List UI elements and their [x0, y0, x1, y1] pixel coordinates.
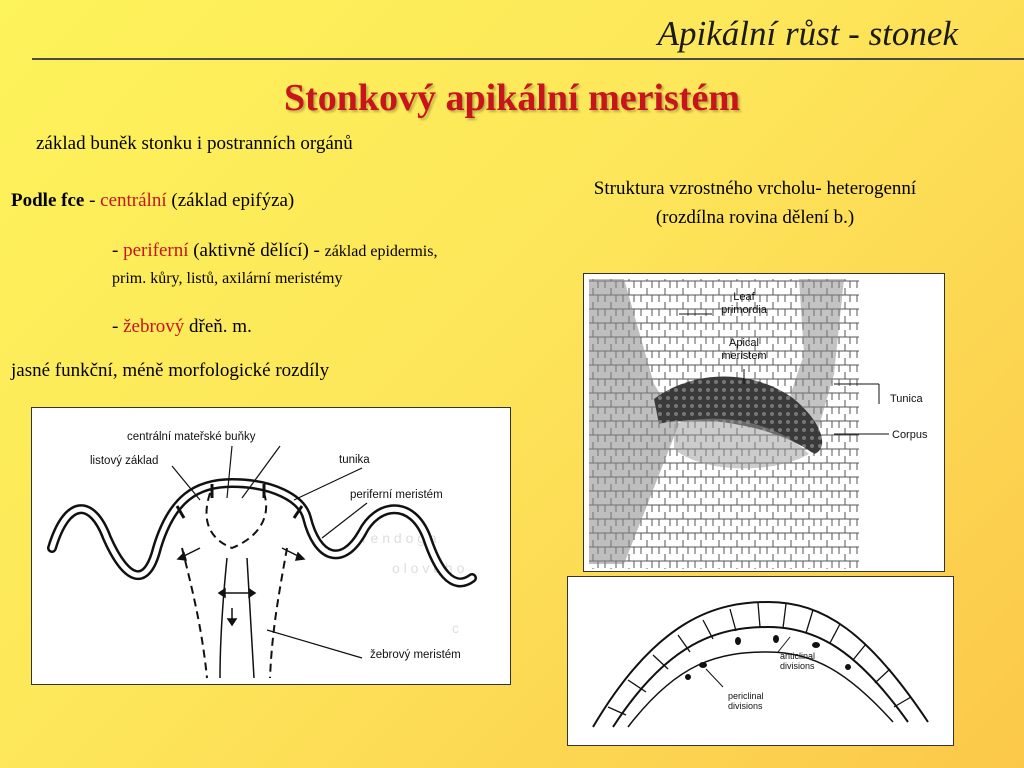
peripheral-term: periferní: [123, 240, 189, 261]
cell-divisions-diagram: [567, 576, 954, 746]
peripheral-detail-2: prim. kůry, listů, axilární meristémy: [112, 270, 343, 287]
label-central-cells: centrální mateřské buňky: [127, 431, 256, 443]
structure-caption: [515, 174, 995, 232]
slide-header-title: Apikální růst - stonek: [657, 14, 958, 53]
label-anticlinal-2: divisions: [780, 661, 815, 671]
function-dash: -: [84, 190, 101, 211]
label-leaf-primordia-1: Leaf: [733, 291, 755, 303]
svg-text:r e n d o g a: r e n d o g a: [362, 530, 437, 546]
rib-term: žebrový: [123, 316, 185, 337]
peripheral-detail-1: základ epidermis,: [324, 243, 438, 260]
label-periclinal-2: divisions: [728, 701, 763, 711]
function-line: [11, 190, 294, 212]
structure-line-1: Struktura vzrostného vrcholu- heterogenní: [593, 178, 917, 199]
basis-text: základ buněk stonku i postranních orgánů: [36, 133, 353, 154]
meristem-zones-diagram: [31, 407, 511, 685]
peripheral-note: (aktivně dělící) -: [188, 240, 325, 261]
label-leaf-primordia-2: primordia: [721, 304, 767, 316]
rib-line: [112, 316, 252, 338]
structure-line-2: (rozdílna rovina dělení b.): [655, 207, 855, 228]
apical-meristem-micrograph: [583, 273, 945, 572]
label-rib: žebrový meristém: [370, 649, 461, 661]
label-corpus: Corpus: [892, 429, 928, 441]
header-divider: [32, 58, 1024, 60]
svg-text:c: c: [452, 620, 459, 636]
label-leaf-base: listový základ: [90, 455, 159, 467]
rib-note: dřeň. m.: [184, 316, 252, 337]
slide-title: Stonkový apikální meristém: [283, 77, 741, 119]
label-tunica: tunika: [339, 454, 370, 466]
label-periclinal-1: periclinal: [728, 691, 764, 701]
label-apical-2: meristem: [721, 350, 767, 362]
peripheral-dash: -: [112, 240, 124, 261]
function-label: Podle fce: [11, 190, 85, 211]
central-note: (základ epifýza): [166, 190, 295, 211]
svg-text:o l o v é h o: o l o v é h o: [392, 560, 465, 576]
summary-text: jasné funkční, méně morfologické rozdíly: [11, 360, 330, 381]
peripheral-line: [112, 240, 437, 262]
rib-dash: -: [112, 316, 124, 337]
label-anticlinal-1: anticlinal: [780, 651, 816, 661]
central-term: centrální: [100, 190, 167, 211]
label-apical-1: Apical: [729, 337, 759, 349]
label-peripheral: periferní meristém: [350, 489, 443, 501]
label-tunica-micro: Tunica: [890, 393, 923, 405]
